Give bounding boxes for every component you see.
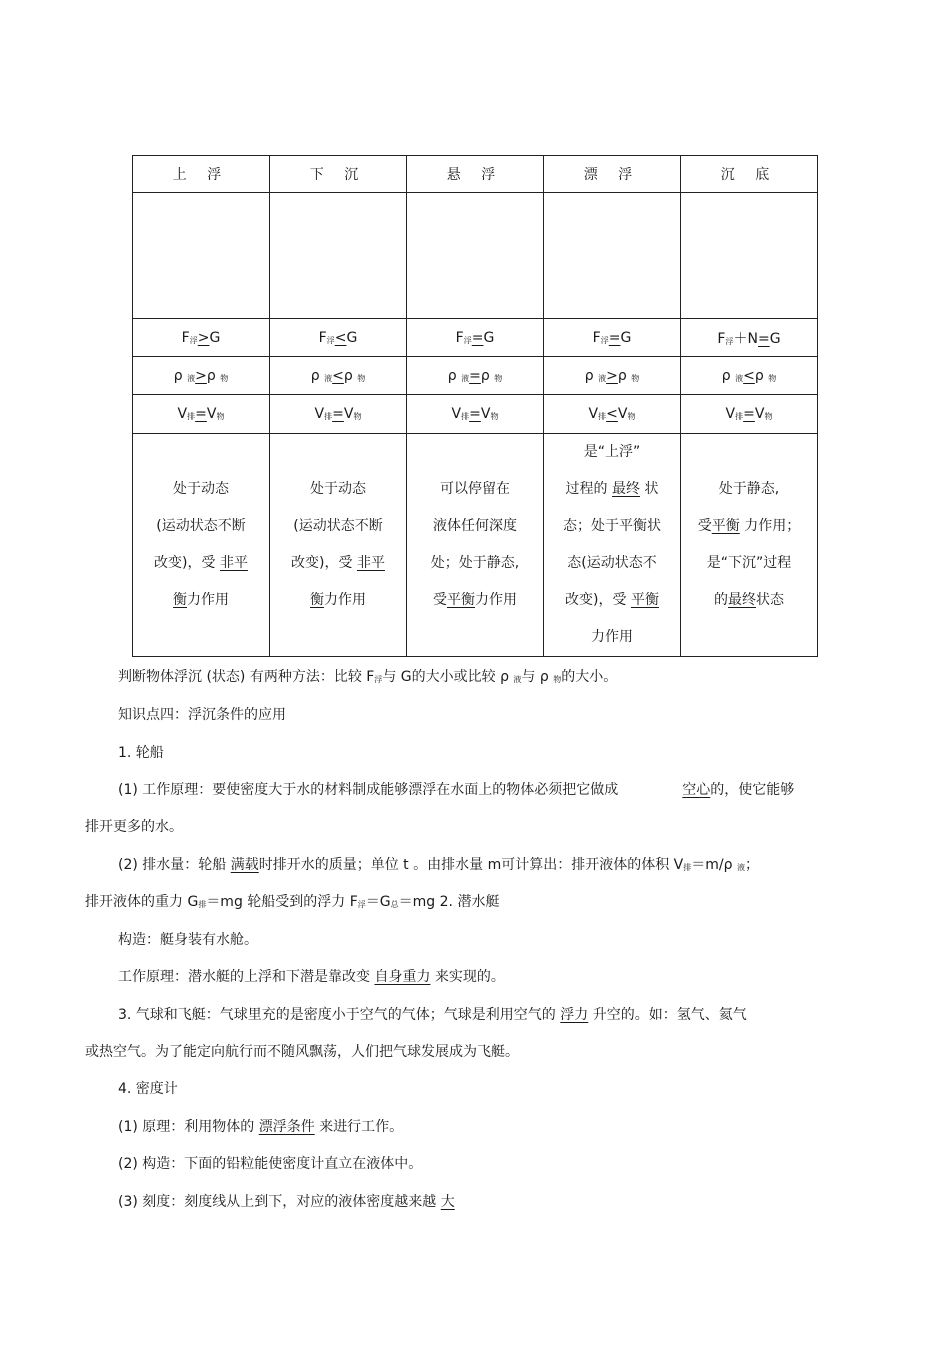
table-header-row	[133, 156, 818, 193]
header-rise: 上 浮	[133, 156, 270, 193]
table-volume-row	[133, 395, 818, 433]
table-cell: 处于动态 (运动状态不断 改变)，受 非平 衡力作用	[270, 433, 407, 657]
table-cell: 处于静态, 受平衡 力作用； 是“下沉”过程 的最终状态	[681, 433, 818, 657]
table-blank-row	[133, 193, 818, 319]
table-cell: $F_浮=G$	[407, 319, 544, 357]
table-cell: ρ $_液$<ρ $_物$	[270, 357, 407, 395]
table-description-row	[133, 433, 818, 657]
table-force-row	[133, 319, 818, 357]
hydrometer-scale: (3) 刻度：刻度线从上到下，对应的液体密度越来越 大	[118, 1194, 455, 1210]
table-cell: $V_排=V_物$	[270, 395, 407, 433]
table-cell: $F_浮=G$	[544, 319, 681, 357]
table-cell: $F_浮+N=G$	[681, 319, 818, 357]
header-sink: 下 沉	[270, 156, 407, 193]
ship-principle: (1) 工作原理：要使密度大于水的材料制成能够漂浮在水面上的物体必须把它做成 空心的，使它能够	[118, 782, 795, 798]
table-cell: $V_排=V_物$	[407, 395, 544, 433]
hydrometer-structure: (2) 构造：下面的铅粒能使密度计直立在液体中。	[118, 1156, 423, 1172]
table-cell: $V_排=V_物$	[133, 395, 270, 433]
table-cell: $V_排=V_物$	[681, 395, 818, 433]
float-sink-table	[132, 155, 818, 657]
knowledge-point-heading: 知识点四：浮沉条件的应用	[118, 707, 286, 723]
balloon-line-cont: 或热空气。为了能定向航行而不随风飘荡，人们把气球发展成为飞艇。	[85, 1044, 519, 1060]
submarine-principle: 工作原理：潜水艇的上浮和下潜是靠改变 自身重力 来实现的。	[118, 969, 505, 985]
header-bottom: 沉 底	[681, 156, 818, 193]
table-cell: $V_排<V_物$	[544, 395, 681, 433]
ship-displacement: (2) 排水量：轮船 满载时排开水的质量；单位 t 。由排水量 m可计算出：排开液体的体积 $V_排=m/\rho$ $_液$；	[118, 857, 759, 873]
ship-principle-cont: 排开更多的水。	[85, 819, 183, 835]
table-density-row	[133, 357, 818, 395]
table-cell: ρ $_液$>ρ $_物$	[133, 357, 270, 395]
table-cell: 处于动态 (运动状态不断 改变)，受 非平 衡力作用	[133, 433, 270, 657]
ship-displacement-cont: 排开液体的重力 $G_排=mg$ 轮船受到的浮力 $F_浮=G_总=mg$ 2. 潜水艇	[85, 894, 500, 910]
header-float: 漂 浮	[544, 156, 681, 193]
table-cell: ρ $_液$=ρ $_物$	[407, 357, 544, 395]
table-cell: $F_浮>G$	[133, 319, 270, 357]
table-cell: ρ $_液$>ρ $_物$	[544, 357, 681, 395]
table-cell: 是“上浮” 过程的 最终 状 态；处于平衡状 态(运动状态不 改变)，受 平衡 力作用	[544, 433, 681, 657]
judge-method-line: 判断物体浮沉 (状态) 有两种方法：比较 $F_浮$与 G的大小或比较 ρ $_液$与 ρ $_物$的大小。	[118, 669, 618, 685]
header-suspend: 悬 浮	[407, 156, 544, 193]
table-cell: 可以停留在 液体任何深度 处；处于静态, 受平衡力作用	[407, 433, 544, 657]
table-cell: $F_浮<G$	[270, 319, 407, 357]
section-ship: 1. 轮船	[118, 745, 164, 761]
hydrometer-principle: (1) 原理：利用物体的 漂浮条件 来进行工作。	[118, 1119, 404, 1135]
submarine-structure: 构造：艇身装有水舱。	[118, 932, 258, 948]
section-hydrometer: 4. 密度计	[118, 1081, 178, 1097]
balloon-line: 3. 气球和飞艇：气球里充的是密度小于空气的气体；气球是利用空气的 浮力 升空的。如：氢气、氦气	[118, 1007, 747, 1023]
table-cell: ρ $_液$<ρ $_物$	[681, 357, 818, 395]
